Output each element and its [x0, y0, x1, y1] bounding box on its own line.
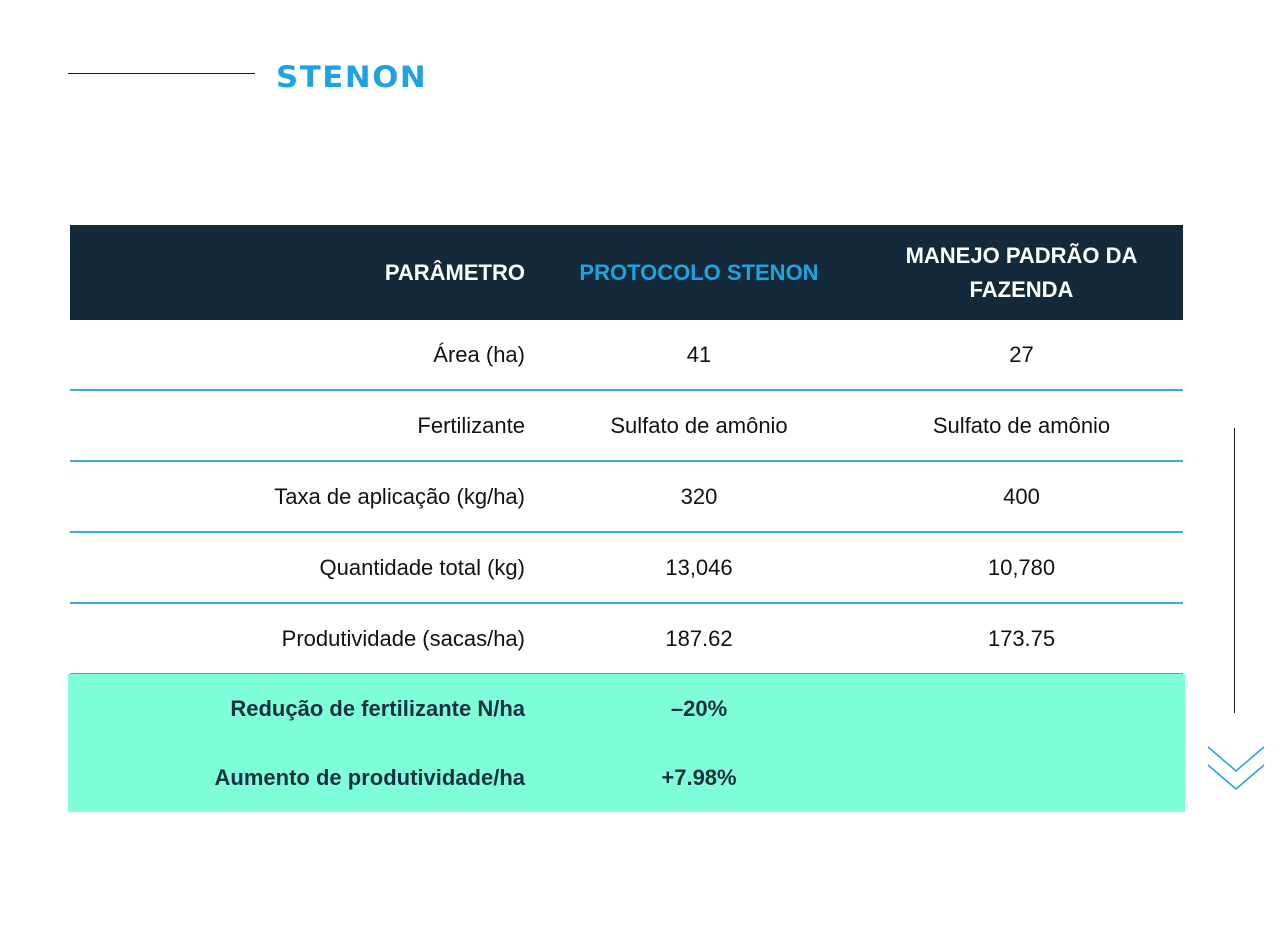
- row-standard-value: 400: [1003, 483, 1040, 509]
- row-protocol-value: 320: [680, 483, 718, 509]
- header-protocol: PROTOCOLO STENON: [579, 259, 819, 285]
- summary-empty: [860, 674, 1183, 743]
- row-protocol-value: 13,046: [665, 554, 733, 580]
- double-chevron-down-icon: [1207, 745, 1265, 793]
- row-parameter: Fertilizante: [417, 412, 525, 438]
- row-protocol-value: 41: [686, 341, 712, 367]
- row-parameter: Produtividade (sacas/ha): [281, 625, 525, 651]
- header-standard-line2: FAZENDA: [969, 276, 1074, 302]
- summary-row: [68, 743, 1185, 812]
- summary-label: Aumento de produtividade/ha: [214, 764, 525, 790]
- summary-empty: [860, 743, 1183, 812]
- comparison-table: [70, 225, 1183, 675]
- row-parameter: Área (ha): [433, 341, 525, 367]
- summary-label: Redução de fertilizante N/ha: [230, 695, 525, 721]
- row-standard-value: 173.75: [987, 625, 1056, 651]
- row-parameter: Quantidade total (kg): [319, 554, 525, 580]
- side-vertical-line: [1234, 428, 1235, 713]
- summary-row: [68, 674, 1185, 743]
- table-row: [70, 391, 1183, 462]
- summary-value: +7.98%: [661, 764, 737, 790]
- table-row: [70, 462, 1183, 533]
- row-standard-value: 27: [1009, 341, 1034, 367]
- table-row: [70, 533, 1183, 604]
- header-standard: [860, 225, 1183, 320]
- table-header-row: [70, 225, 1183, 320]
- header-divider-line: [68, 73, 255, 74]
- row-standard-value: 10,780: [987, 554, 1056, 580]
- row-parameter: Taxa de aplicação (kg/ha): [274, 483, 525, 509]
- summary-block: [68, 674, 1185, 812]
- row-protocol-value: Sulfato de amônio: [610, 412, 788, 438]
- table-row: [70, 320, 1183, 391]
- brand-logo: STENON: [276, 60, 428, 94]
- row-protocol-value: 187.62: [665, 625, 733, 651]
- header-standard-line1: MANEJO PADRÃO DA: [905, 242, 1138, 268]
- table-row: [70, 604, 1183, 675]
- summary-value: –20%: [670, 695, 728, 721]
- row-standard-value: Sulfato de amônio: [932, 412, 1111, 438]
- header-parameter: PARÂMETRO: [384, 259, 525, 285]
